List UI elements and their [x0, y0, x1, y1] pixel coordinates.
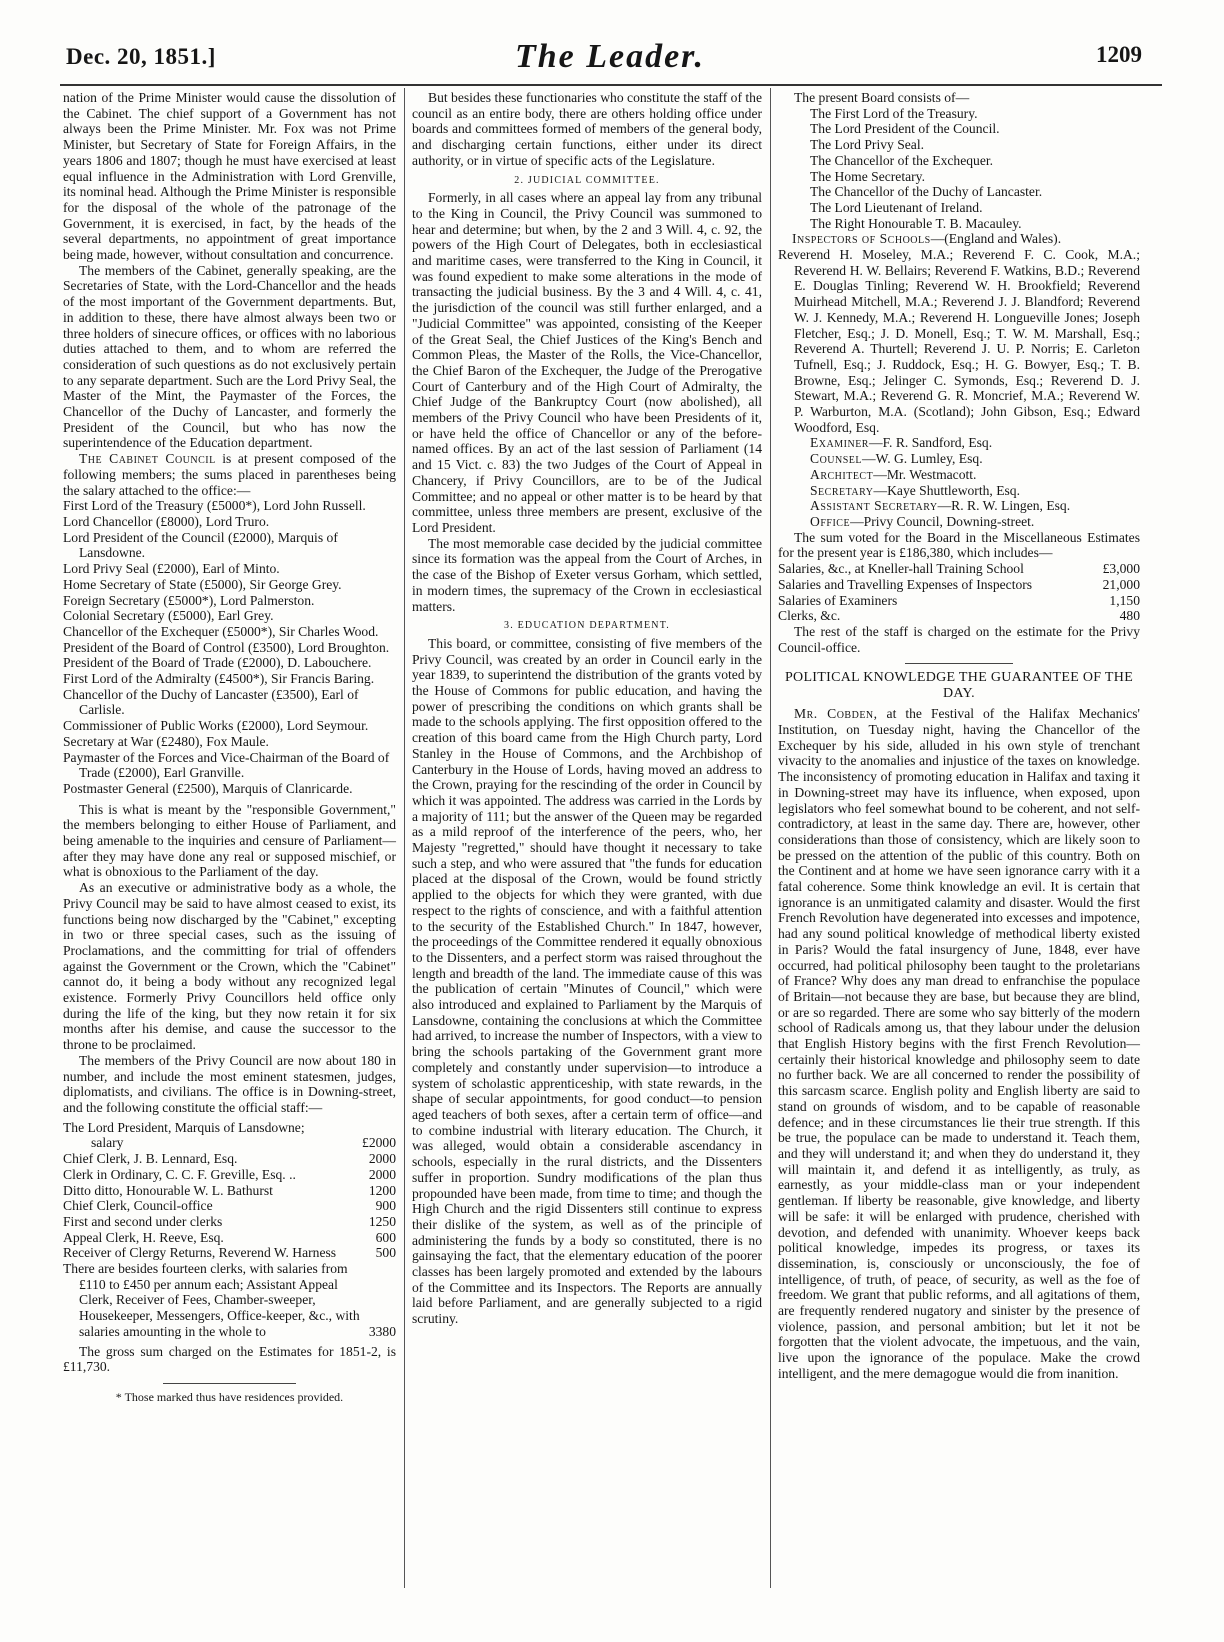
list-item: President of the Board of Trade (£2000), D. Labouchere.	[63, 655, 372, 671]
paragraph: nation of the Prime Minister would cause the dissolution of the Cabinet. The chief support of a Government has not always been the Prime Minister. Mr. Fox was not Prime Minister, but Secretary of State for Foreign Affairs, in the years 1806 and 1807; though he must have exercised at least equal influence in the Administration with Lord Grenville, its nominal head. Although the Prime Minister is responsible for the disposal of the whole of the patronage of the Government, it is exercised, in fact, by the heads of the several departments, no appointment of great importance being made, however, without consultation and concurrence.	[63, 90, 396, 263]
table-row	[63, 1151, 396, 1167]
row-value: 480	[1119, 608, 1140, 624]
list-item: The Chancellor of the Duchy of Lancaster.	[810, 184, 1043, 200]
page-number: 1209	[1096, 42, 1142, 67]
column-2	[412, 90, 762, 1327]
list-item: President of the Board of Control (£3500), Lord Broughton.	[63, 639, 390, 655]
table-row	[63, 1183, 396, 1199]
column-1	[63, 90, 396, 1406]
list-item: First Lord of the Treasury (£5000*), Lord John Russell.	[63, 498, 366, 514]
row-label: Salaries of Examiners	[778, 592, 898, 608]
paragraph: The sum voted for the Board in the Miscellaneous Estimates for the present year is £186,380, which includes—	[778, 529, 1140, 561]
list-item: Home Secretary of State (£5000), Sir George Grey.	[63, 576, 342, 592]
row-label: Ditto ditto, Honourable W. L. Bathurst	[63, 1182, 273, 1198]
inspectors-heading	[778, 231, 1140, 247]
header-rule	[60, 84, 1162, 86]
lead-in: Mr. Cobden,	[794, 706, 878, 722]
officer-title: Counsel	[810, 451, 863, 467]
row-label: Chief Clerk, J. B. Lennard, Esq.	[63, 1151, 238, 1167]
table-row	[63, 1245, 396, 1261]
list-item: Lord Privy Seal (£2000), Earl of Minto.	[63, 561, 280, 577]
paragraph	[778, 706, 1140, 1381]
row-label: Receiver of Clergy Returns, Reverend W. Harness	[63, 1245, 337, 1261]
officer-title: Secretary	[810, 482, 874, 498]
row-value: 1200	[368, 1182, 396, 1198]
table-row	[778, 593, 1140, 609]
paragraph-text: is at present composed of the following members; the sums placed in parentheses being the salary attached to the office:—	[63, 451, 396, 498]
table-row	[778, 577, 1140, 593]
list-item: Chancellor of the Duchy of Lancaster (£3500), Earl of Carlisle.	[63, 686, 359, 718]
table-row	[63, 1230, 396, 1246]
article-title: POLITICAL KNOWLEDGE THE GUARANTEE OF THE DAY.	[784, 670, 1134, 702]
staff-heading: The Lord President, Marquis of Lansdowne;	[63, 1119, 305, 1135]
officer-title: Architect	[810, 466, 874, 482]
table-row	[778, 561, 1140, 577]
officer-name: —Kaye Shuttleworth, Esq.	[873, 482, 1020, 498]
row-label: Appeal Clerk, H. Reeve, Esq.	[63, 1229, 224, 1245]
row-value: 1,150	[1109, 592, 1140, 608]
label-suffix: —(England and Wales).	[930, 231, 1062, 247]
list-item: The First Lord of the Treasury.	[810, 105, 978, 121]
paragraph: The rest of the staff is charged on the estimate for the Privy Council-office.	[778, 623, 1140, 655]
officer-name: —W. G. Lumley, Esq.	[862, 451, 983, 467]
column-3	[778, 90, 1140, 1382]
estimate-table	[778, 561, 1140, 624]
list-item: Chancellor of the Exchequer (£5000*), Sir Charles Wood.	[63, 623, 379, 639]
officer-title: Assistant Secretary	[810, 498, 938, 514]
row-value: 600	[375, 1229, 396, 1245]
cabinet-list	[63, 498, 396, 796]
board-list	[778, 106, 1140, 232]
list-item: The Home Secretary.	[810, 168, 925, 184]
row-label: salary	[91, 1135, 124, 1151]
row-value: 900	[375, 1198, 396, 1214]
paragraph	[63, 451, 396, 498]
row-value: 2000	[368, 1151, 396, 1167]
column-divider	[404, 88, 405, 1588]
paragraph: Formerly, in all cases where an appeal lay from any tribunal to the King in Council, the Privy Council was summoned to hear and determine; but when, by the 2 and 3 Will. 4, c. 92, the powers of the High Court of Delegates, both in ecclesiastical and maritime cases, were transferred to the King in Council, it was found expedient to make some alterations in the mode of transacting the judicial business. By the 3 and 4 Will. 4, c. 41, the jurisdiction of the council was still further enlarged, and a "Judicial Committee" was appointed, consisting of the Keeper of the Great Seal, the Chief Justices of the King's Bench and Common Pleas, the Master of the Rolls, the Vice-Chancellor, the Chief Baron of the Exchequer, the Judge of the Prerogative Court of Canterbury and of the High Court of Admiralty, the Chief Judge of the Bankruptcy Court (now abolished), all members of the Privy Council who have been Presidents of it, or have held the office of Chancellor or any of the before-named offices. By an act of the last session of Parliament (14 and 15 Vict. c. 83) the two Judges of the Court of Appeal in Chancery, if Privy Councillors, are to be of the Judical Committee; and no appeal or other matter is to be heard by that committee, unless three members are present, exclusive of the Lord President.	[412, 190, 762, 535]
list-item: Commissioner of Public Works (£2000), Lord Seymour.	[63, 718, 369, 734]
list-item: First Lord of the Admiralty (£4500*), Sir Francis Baring.	[63, 671, 375, 687]
list-item: Lord Chancellor (£8000), Lord Truro.	[63, 513, 270, 529]
list-item	[778, 483, 1140, 499]
inspectors-list: Reverend H. Moseley, M.A.; Reverend F. C. Cook, M.A.; Reverend H. W. Bellairs; Reverend F. Watkins, B.D.; Reverend E. Douglas Tinling; Reverend W. H. Brookfield; Reverend Muirhead Mitchell, M.A.; Reverend J. J. Blandford; Reverend W. J. Kennedy, M.A.; Reverend H. Longueville Jones; Joseph Fletcher, Esq.; J. D. Monell, Esq.; T. W. M. Marshall, Esq.; Reverend A. Thurtell; Reverend J. U. P. Norris; E. Carleton Tufnell, Esq.; J. Ruddock, Esq.; H. G. Bowyer, Esq.; T. B. Browne, Esq.; Jelinger C. Symonds, Esq.; Reverend D. J. Stewart, M.A.; Reverend G. R. Moncrief, M.A.; Reverend W. P. Warburton, M.A. (Scotland); John Gibson, Esq.; Edward Woodford, Esq.	[778, 247, 1140, 435]
list-item: Foreign Secretary (£5000*), Lord Palmerston.	[63, 592, 315, 608]
footnote-rule	[163, 1383, 296, 1384]
list-item	[778, 514, 1140, 530]
row-value: 2000	[368, 1166, 396, 1182]
officer-title: Office	[810, 513, 851, 529]
officer-name: —Privy Council, Downing-street.	[850, 513, 1035, 529]
row-label: Salaries and Travelling Expenses of Inspectors	[778, 576, 1033, 592]
list-item: The Right Honourable T. B. Macauley.	[810, 215, 1022, 231]
row-value: 500	[375, 1245, 396, 1261]
officer-name: —Mr. Westmacott.	[873, 466, 977, 482]
row-label: Salaries, &c., at Kneller-hall Training School	[778, 561, 1024, 577]
paragraph: The most memorable case decided by the judicial committee since its formation was the appeal from the Court of Arches, in the case of the Bishop of Exeter versus Gorham, which settled, in modern times, the supremacy of the Crown in ecclesiastical matters.	[412, 535, 762, 614]
paragraph: The members of the Privy Council are now about 180 in number, and include the most eminent statesmen, judges, diplomatists, and civilians. The office is in Downing-street, and the following constitute the official staff:—	[63, 1052, 396, 1115]
list-item: Postmaster General (£2500), Marquis of Clanricarde.	[63, 780, 353, 796]
row-label: First and second under clerks	[63, 1213, 223, 1229]
officers-list	[778, 435, 1140, 529]
list-item	[778, 451, 1140, 467]
paragraph: The present Board consists of—	[794, 90, 970, 105]
list-item: Paymaster of the Forces and Vice-Chairman of the Board of Trade (£2000), Earl Granville.	[63, 749, 390, 781]
row-value: 1250	[368, 1213, 396, 1229]
row-label: Chief Clerk, Council-office	[63, 1198, 213, 1214]
lead-in: The Cabinet Council	[79, 451, 216, 467]
section-heading: 3. EDUCATION DEPARTMENT.	[504, 620, 670, 632]
page-header	[60, 34, 1160, 80]
list-item	[778, 467, 1140, 483]
article-rule	[905, 663, 1014, 664]
officer-name: —R. R. W. Lingen, Esq.	[937, 498, 1071, 514]
row-label: Clerks, &c.	[778, 608, 841, 624]
masthead-title: The Leader.	[514, 38, 706, 75]
label: Inspectors of Schools	[792, 231, 931, 247]
row-value: £2000	[362, 1135, 396, 1151]
paragraph: The members of the Cabinet, generally speaking, are the Secretaries of State, with the Lord-Chancellor and the heads of the most important of the Government departments. But, in addition to these, there have almost always been two or three holders of sinecure offices, or offices with no laborious duties attached to them, and to whom are referred the consideration of such questions as do not exclusively pertain to any separate department. Such are the Lord Privy Seal, the Master of the Mint, the Paymaster of the Forces, the Chancellor of the Duchy of Lancaster, and formerly the President of the Council, but who has now the superintendence of the Education department.	[63, 262, 396, 451]
table-row	[778, 608, 1140, 624]
row-value: 3380	[368, 1323, 396, 1339]
list-item: Secretary at War (£2480), Fox Maule.	[63, 733, 269, 749]
row-value: 21,000	[1102, 576, 1140, 592]
list-item: Lord President of the Council (£2000), Marquis of Lansdowne.	[63, 529, 338, 561]
paragraph: This board, or committee, consisting of five members of the Privy Council, was created by an order in Council early in the year 1839, to superintend the distribution of the grants voted by the House of Commons for public education, and having the power of prescribing the conditions on which grants shall be made to the schools applying. The first opposition offered to the creation of this board came from the High Church party, Lord Stanley in the House of Commons, and the Archbishop of Canterbury in the House of Lords, having moved an address to the Crown, praying for the rescinding of the order in Council by which it was appointed. The address was carried in the Lords by a majority of 111; but the answer of the Queen may be regarded as a mild reproof of the interference of the peers, who, her Majesty "regretted," should have thought it necessary to take such a step, and who were assured that "the funds for education placed at the disposal of the Crown, would be found strictly applied to the objects for which they were granted, with due respect to the rights of conscience, and with a faithful attention to the security of the Established Church." In 1847, however, the proceedings of the Committee rendered it equally obnoxious to the Dissenters, and a perfect storm was raised throughout the length and breadth of the land. The immediate cause of this was the publication of certain "Minutes of Council," which were also introduced and explained to Parliament by the Marquis of Lansdowne, containing the conclusions at which the Committee had arrived, to increase the number of Inspectors, with a view to bring the schools partaking of the Government grant more completely and constantly under supervision—to introduce a system of scholastic apprenticeship, with state rewards, in the shape of secular appointments, for good conduct—to pension aged teachers of both sexes, after a certain term of office—and to combine industrial with literary education. The Church, it was alleged, would obtain a considerable ascendancy in schools, especially in the rural districts, and the Dissenters suffer in proportion. Sundry modifications of the plan thus propounded have been made, from time to time; and though the High Church and the rigid Dissenters still continue to express their dislike of the system, as well as of the principle of administering the funds by a body so constituted, there is no gainsaying the fact, that the elementary education of the poorer classes has been largely promoted and extended by the labours of the Committee and its Inspectors. The Reports are annually laid before Parliament, and are generally subjected to a rigid scrutiny.	[412, 635, 762, 1327]
table-row	[63, 1135, 396, 1151]
staff-table	[63, 1120, 396, 1340]
section-heading: 2. JUDICIAL COMMITTEE.	[514, 174, 660, 186]
list-item: The Lord Lieutenant of Ireland.	[810, 199, 983, 215]
table-row	[63, 1198, 396, 1214]
column-divider	[770, 88, 771, 1588]
table-row	[63, 1167, 396, 1183]
paragraph: This is what is meant by the "responsible Government," the members belonging to either House of Parliament, and being amenable to the inquiries and censure of Parliament—after they may have done any real or supposed mischief, or what is obnoxious to the Parliament of the day.	[63, 801, 396, 880]
list-item: The Lord Privy Seal.	[810, 137, 925, 153]
table-row	[63, 1261, 396, 1340]
officer-name: —F. R. Sandford, Esq.	[868, 435, 993, 451]
list-item: The Chancellor of the Exchequer.	[810, 152, 994, 168]
paragraph-text: at the Festival of the Halifax Mechanics' Institution, on Tuesday night, having the Chancellor of the Exchequer by his side, alluded in his own style of trenchant vivacity to the anomalies and injustice of the taxes on knowledge. The inconsistency of promoting education in Halifax and taxing it in Downing-street may have its influence, when exposed, upon legislators who feel somewhat bound to be coherent, and not self-contradictory, at least in the same day. There are, however, other considerations than those of consistency, which are likely soon to be pressed on the attention of the public of this country. Both on the Continent and at home we have seen ignorance carry with it a fatal coherence. Some think knowledge an evil. It is certain that ignorance is an unmitigated calamity and disaster. Would the first French Revolution have degenerated into excesses and impotence, had any sound political knowledge of methodical liberty existed in Paris? Would the fatal insurgency of June, 1848, ever have occurred, had political philosophy been taught to the proletarians of France? Why does any man dread to enfranchise the populace of Britain—not because they are base, but because they are blind, or are so regarded. There are some who say bitterly of the modern school of Radicals among us, that they labour under the delusion that English History begins with the first French Revolution—certainly their historical knowledge and philosophy seem to date no further back. We are all concerned to render the possibility of this sarcasm scarce. English polity and English liberty are said to stand on grounds of wisdom, and to be capable of reasonable defence; and in these circumstances lie their true strength. If this be true, the populace can be made to understand it. Teach them, and they will understand it; and when they do understand it, they will maintain it, and defend it as intelligently, as truly, as earnestly, as your middle-class man or your independent gentleman. If liberty be reasonable, give knowledge, and liberty will be safe: it will be enlarged with prudence, cherished with devotion, and defended with unanimity. Whoever keeps back political knowledge, impedes its progress, or taxes its dissemination, is, consciously or unconsciously, the foe of intelligence, of truth, of peace, of security, as well as the foe of freedom. We grant that public reforms, and all agitations of them, are frequently rendered nugatory and sinister by the presence of violence, passion, and personal ambition; but let it not be forgotten that the violent advocate, the impetuous, and the vain, live upon the ignorance of the populace. Make the crowd intelligent, and the mere demagogue would die from inanition.	[778, 706, 1140, 1381]
row-value: £3,000	[1102, 561, 1140, 577]
paragraph: The gross sum charged on the Estimates for 1851-2, is £11,730.	[63, 1343, 396, 1375]
issue-date: Dec. 20, 1851.]	[66, 44, 216, 69]
list-item: Colonial Secretary (£5000), Earl Grey.	[63, 608, 274, 624]
row-label: Clerk in Ordinary, C. C. F. Greville, Esq. ..	[63, 1166, 296, 1182]
table-row	[63, 1214, 396, 1230]
list-item: The Lord President of the Council.	[810, 121, 1000, 137]
footnote: * Those marked thus have residences provided.	[115, 1389, 344, 1404]
officer-title: Examiner	[810, 435, 869, 451]
list-item	[778, 498, 1140, 514]
list-item	[778, 435, 1140, 451]
paragraph: As an executive or administrative body as a whole, the Privy Council may be said to have almost ceased to exist, its functions being now discharged by the "Cabinet," excepting in two or three special cases, such as the issuing of Proclamations, and the committing for trial of offenders against the Government or the Crown, which the "Cabinet" cannot do, it being a body without any recognized legal existence. Formerly Privy Councillors held office only during the life of the king, but they now retain it for six months after his demise, and cause the successor to the throne to be proclaimed.	[63, 880, 396, 1053]
paragraph: But besides these functionaries who constitute the staff of the council as an entire body, there are others holding office under boards and committees formed of members of the general body, and discharging certain functions, either under its direct authority, or in virtue of specific acts of the Legislature.	[412, 90, 762, 168]
row-label: There are besides fourteen clerks, with salaries from £110 to £450 per annum each; Assistant Appeal Clerk, Receiver of Fees, Chamber-sweeper, Housekeeper, Messengers, Office-keeper, &c., with salaries amounting in the whole to	[63, 1261, 360, 1339]
